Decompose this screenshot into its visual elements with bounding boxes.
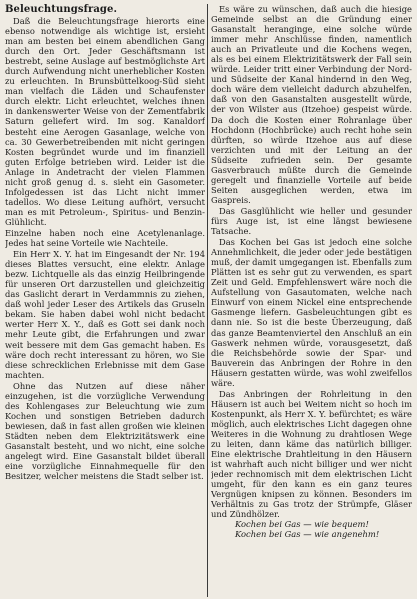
left-column <box>5 4 205 597</box>
right-paragraph-4: Das Anbringen der Rohrleitung in den Häusern ist auch bei Weitem nicht so hoch im Kostenpunkt, als Herr X. Y. befürchtet; es wäre möglich, auch elektrisches Licht dagegen ohne Weiteres in die Wohnung zu drahtlosen Wege zu leiten, dann käme das natürlich billiger. Eine elektrische Drahtleitung in den Häusern ist wahrhaft auch nicht billiger und wer nicht jeder rechnomisch mit dem elektrischen Licht umgeht, für den kann es ein ganz teures Vergnügen knipsen zu können. Besonders im Verhältnis zu Gas trotz der Strümpfe, Gläser und Zündhölzer. <box>211 388 412 520</box>
right-paragraph-3: Das Kochen bei Gas ist jedoch eine solche Annehmlichkeit, die jeder oder jede bestätigen muß, der damit umgegangen ist. Ebenfalls zum Plätten ist es sehr gut zu verwenden, es spart Zeit und Geld. Empfehlenswert wäre noch die Aufstellung von Gasautomaten, welche nach Einwurf von einem Nickel eine entsprechende Gasmenge liefern. Gasbeleuchtungen gibt es dann nie. So ist die beste Überzeugung, daß das ganze Beamtenviertel den Anschluß an ein Gaswerk nehmen würde, vorausgesetzt, daß die Reichsbehörde sowie der Spar- und Bauverein das Anbringen der Rohre in den Häusern gestatten würde, was wohl zweifellos wäre. <box>211 237 412 388</box>
closing-line-2: Kochen bei Gas — wie angenehm! <box>235 529 380 540</box>
column-divider <box>207 4 208 597</box>
left-paragraph-3: Ein Herr X. Y. hat im Eingesandt der Nr. 194 dieses Blattes versucht, eine elektr. Anlage bezw. Lichtquelle als das einzig Heilbringende für unseren Ort darzustellen und gleichzeitig das Gaslicht derart in Verdammnis zu ziehen, daß wohl jeder Leser des Artikels das Gruseln bekam. Sie haben dabei wohl nicht bedacht werter Herr X. Y., daß es Gott sei dank noch mehr Leute gibt, die Erfahrungen und zwar weit bessere mit dem Gas gemacht haben. Es wäre doch recht interessant zu hören, wo Sie diese schrecklichen Erlebnisse mit dem Gase machten. <box>5 249 205 380</box>
right-paragraph-1: Es wäre zu wünschen, daß auch die hiesige Gemeinde selbst an die Gründung einer Gasanstalt heranginge, eine solche würde immer mehr Anschlüsse finden, namentlich auch an Privatleute und die Kochens wegen, als es bei einem Elektrizitätswerk der Fall sein würde. Leider tritt einer Verbindung der Nord- und Südseite der Kanal hindernd in den Weg, doch wäre dem vielleicht dadurch abzuhelfen, daß von den Gasanstalten ausgestellt würde, der von Wilster aus (Itzehoe) gespeist würde. Da doch die Kosten einer Rohranlage über Hochdonn (Hochbrücke) auch recht hohe sein dürften, so würde Itzehoe aus auf diese verzichten und mit der Leitung an der Südseite zufrieden sein. Der gesamte Gasverbrauch müßte durch die Gemeinde geregelt und finanzielle Vorteile auf beide Seiten ausgeglichen werden, etwa im Gaspreis. <box>211 4 412 205</box>
article-title: Beleuchtungsfrage. <box>5 4 118 15</box>
left-paragraph-4: Ohne das Nutzen auf diese näher einzugehen, ist die vorzügliche Verwendung des Kohlengases zur Beleuchtung wie zum Kochen und sonstigen Betrieben dadurch bewiesen, daß in fast allen großen wie kleinen Städten neben dem Elektrizitätswerk eine Gasanstalt besteht, und wo nicht, eine solche angelegt wird. Eine Gasanstalt bildet überall eine vorzügliche Einnahmequelle für den Besitzer, welcher meistens die Stadt selber ist. <box>5 380 205 482</box>
left-paragraph-1: Daß die Beleuchtungsfrage hierorts eine ebenso notwendige als wichtige ist, ersieht man am besten bei einem abendlichen Gang durch den Ort. Jeder Geschäftsmann ist bestrebt, seine Auslage auf bestmöglichste Art durch Aufwendung nicht unerheblicher Kosten zu erleuchten. In Brunsbüttelkoog-Süd sieht man vielfach die Läden und Schaufenster durch elektr. Licht erleuchtet, welches ihnen in dankenswerter Weise von der Zementfabrik Saturn geliefert wird. Im sog. Kanaldorf besteht eine Aerogen Gasanlage, welche von ca. 30 Gewerbetreibenden mit nicht geringen Kosten begründet wurde und im finanziell guten Erfolge betrieben wird. Leider ist die Anlage in Andetracht der vielen Flammen nicht groß genug d. s. sieht ein Gasometer. Infolgedessen ist das Licht nicht immer tadellos. Wo diese Leitung aufhört, versucht man es mit Petroleum-, Spiritus- und Benzin-Glühlicht. <box>5 16 205 227</box>
closing-line-1: Kochen bei Gas — wie bequem! <box>235 519 369 530</box>
left-paragraph-2: Einzelne haben noch eine Acetylenanlage. Jedes hat seine Vorteile wie Nachteile. <box>5 227 205 249</box>
right-column <box>211 4 412 597</box>
right-paragraph-2: Das Gasglühlicht wie heller und gesunder fürs Auge ist, ist eine längst bewiesene Tatsache. <box>211 205 412 237</box>
